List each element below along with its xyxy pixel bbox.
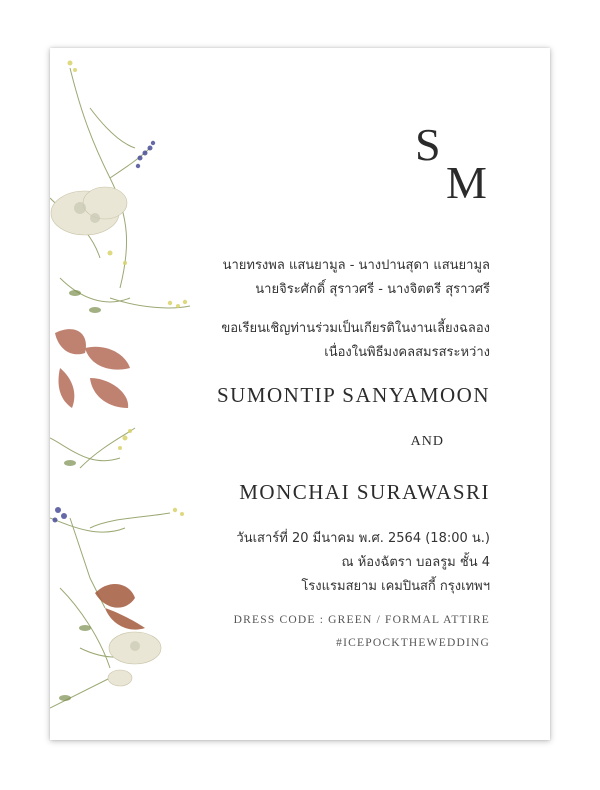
event-venue: โรงแรมสยาม เคมปินสกี้ กรุงเทพฯ bbox=[301, 579, 490, 594]
parents-line-1: นายทรงพล แสนยามูล - นางปานสุดา แสนยามูล bbox=[222, 258, 490, 273]
invitation-line-2: เนื่องในพิธีมงคลสมรสระหว่าง bbox=[324, 345, 490, 360]
monogram-second-letter: M bbox=[446, 157, 487, 208]
event-date: วันเสาร์ที่ 20 มีนาคม พ.ศ. 2564 (18:00 น.) bbox=[236, 531, 490, 546]
groom-name: MONCHAI SURAWASRI bbox=[239, 480, 490, 504]
parents-line-2: นายจิระศักดิ์ สุราวศรี - นางจิตตรี สุราวศรี bbox=[255, 282, 490, 297]
and-conjunction: AND bbox=[410, 434, 444, 449]
monogram-first-letter: S bbox=[415, 119, 441, 170]
event-room: ณ ห้องฉัตรา บอลรูม ชั้น 4 bbox=[341, 555, 490, 570]
wedding-hashtag: #ICEPOCKTHEWEDDING bbox=[336, 637, 490, 649]
invitation-line-1: ขอเรียนเชิญท่านร่วมเป็นเกียรติในงานเลี้ยงฉลอง bbox=[221, 321, 490, 336]
bride-name: SUMONTIP SANYAMOON bbox=[216, 383, 490, 407]
invitation-card bbox=[50, 48, 550, 740]
dress-code: DRESS CODE : GREEN / FORMAL ATTIRE bbox=[233, 614, 490, 626]
watercolor-floral-illustration bbox=[50, 48, 210, 740]
